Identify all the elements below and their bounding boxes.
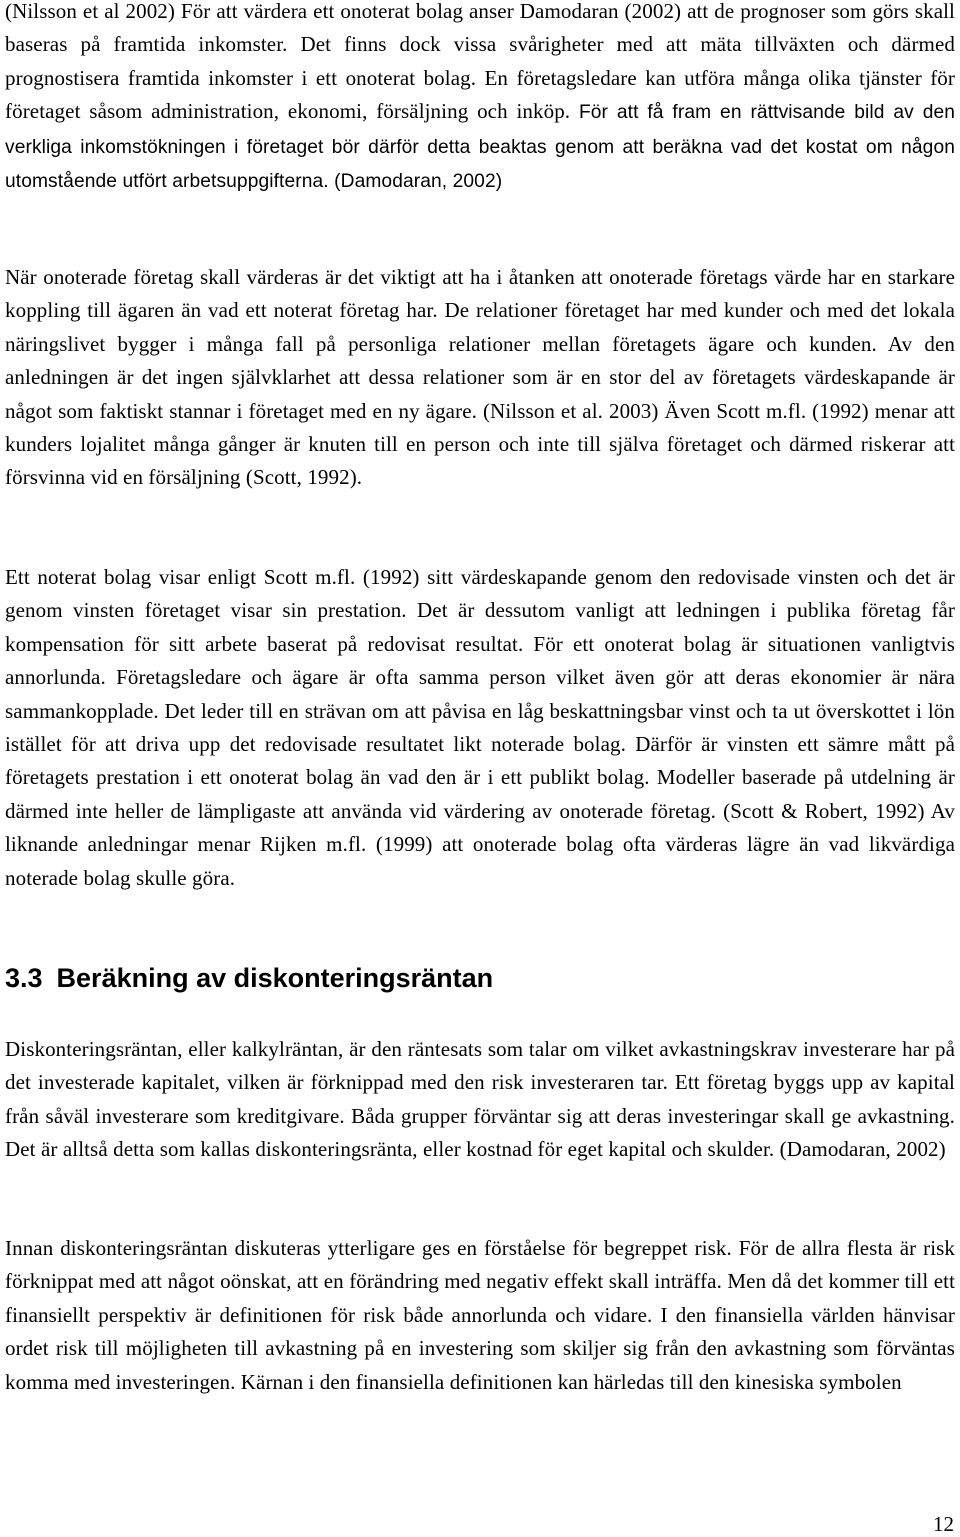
paragraph-1-part-serif: (Nilsson et al 2002) För att värdera ett onoterat bolag anser Damodaran (2002) att de prognoser som görs skall baseras på framtida inkomster. Det finns dock vissa svårigheter med att mäta tillväxten och därmed prognostisera framtida inkomster i ett onoterat bolag. En företagsledare kan utföra många olika tjänster för företaget såsom administration, ekonomi, försäljning och inköp. [5, 0, 955, 124]
paragraph-2: När onoterade företag skall värderas är det viktigt att ha i åtanken att onoterade företags värde har en starkare koppling till ägaren än vad ett noterat företag har. De relationer företaget har med kunder och med det lokala näringslivet bygger i många fall på personliga relationer mellan företagets ägare och kunden. Av den anledningen är det ingen självklarhet att dessa relationer som är en stor del av företagets värdeskapande är något som faktiskt stannar i företaget med en ny ägare. (Nilsson et al. 2003) Även Scott m.fl. (1992) menar att kunders lojalitet många gånger är knuten till en person och inte till själva företaget och därmed riskerar att försvinna vid en försäljning (Scott, 1992). [5, 265, 955, 490]
paragraph-1-part-sans: För att få fram en rättvisande bild av den verkliga inkomstökningen i företaget bör därför detta beaktas genom att beräkna vad det kostat om någon utomstående utfört arbetsuppgifterna. (Damodaran, 2002) [5, 102, 956, 193]
section-heading [5, 960, 493, 996]
paragraph-3: Ett noterat bolag visar enligt Scott m.fl. (1992) sitt värdeskapande genom den redovisade vinsten och det är genom vinsten företaget visar sin prestation. Det är dessutom vanligt att ledningen i publika företag får kompensation för sitt arbete baserat på redovisat resultat. För ett onoterat bolag är situationen vanligtvis annorlunda. Företagsledare och ägare är ofta samma person vilket även gör att deras ekonomier är nära sammankopplade. Det leder till en strävan om att påvisa en låg beskattningsbar vinst och ta ut överskottet i lön istället för att driva upp det redovisade resultatet likt noterade bolag. Därför är vinsten ett sämre mått på företagets prestation i ett onoterat bolag än vad den är i ett publikt bolag. Modeller baserade på utdelning är därmed inte heller de lämpligaste att använda vid värdering av onoterade företag. (Scott & Robert, 1992) Av liknande anledningar menar Rijken m.fl. (1999) att onoterade bolag ofta värderas lägre än vad likvärdiga noterade bolag skulle göra. [5, 565, 955, 890]
section-paragraph-2: Innan diskonteringsräntan diskuteras ytterligare ges en förståelse för begreppet risk. För de allra flesta är risk förknippat med att något oönskat, att en förändring med negativ effekt skall inträffa. Men då det kommer till ett finansiellt perspektiv är definitionen för risk både annorlunda och vidare. I den finansiella världen hänvisar ordet risk till möjligheten till avkastning på en investering som skiljer sig från den avkastning som förväntas komma med investeringen. Kärnan i den finansiella definitionen kan härledas till den kinesiska symbolen [5, 1236, 955, 1394]
page-number: 12 [933, 1512, 954, 1536]
section-paragraph-1: Diskonteringsräntan, eller kalkylräntan, är den räntesats som talar om vilket avkastningskrav investerare har på det investerade kapitalet, vilken är förknippad med den risk investeraren tar. Ett företag byggs upp av kapital från såväl investerare som kreditgivare. Båda grupper förväntar sig att deras investeringar skall ge avkastning. Det är alltså detta som kallas diskonteringsränta, eller kostnad för eget kapital och skulder. (Damodaran, 2002) [5, 1037, 955, 1162]
section-title: Beräkning av diskonteringsräntan [56, 963, 494, 993]
paragraph-1 [5, 0, 955, 198]
section-number: 3.3 [5, 963, 43, 993]
